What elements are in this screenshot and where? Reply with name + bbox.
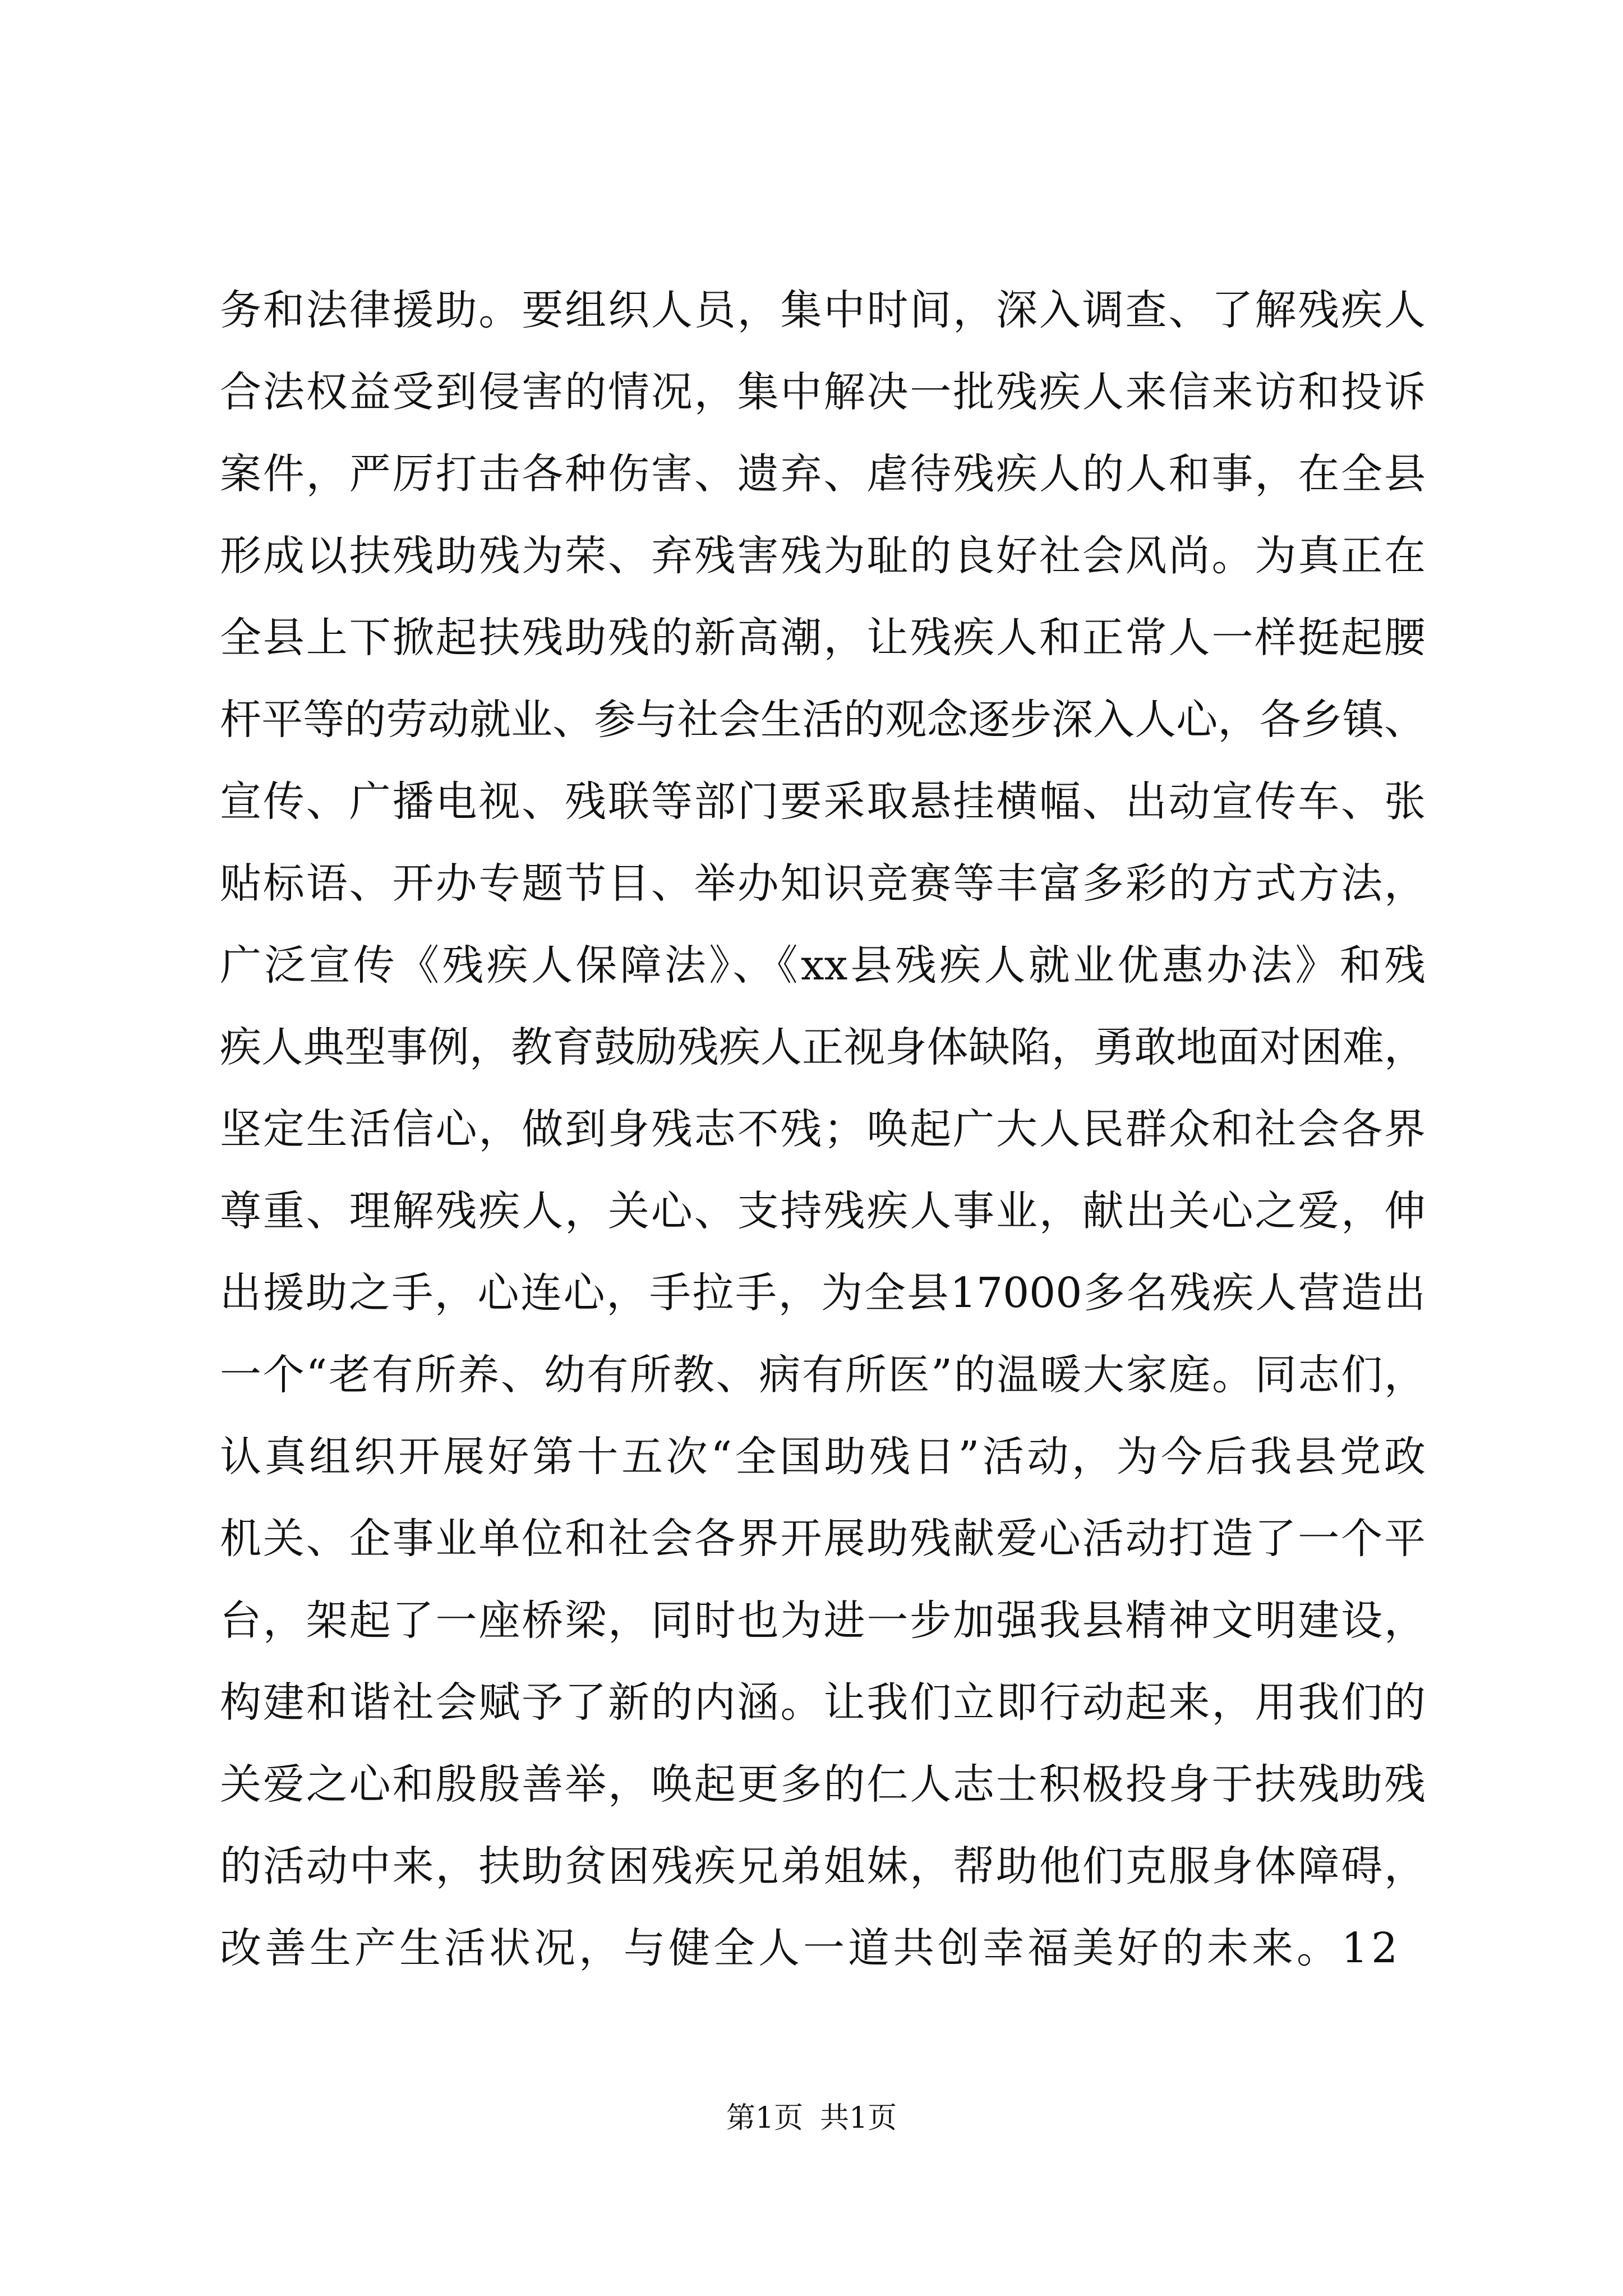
text-line: 疾人典型事例，教育鼓励残疾人正视身体缺陷，勇敢地面对困难， [220,1023,1426,1071]
text-line: 构建和谐社会赋予了新的内涵。让我们立即行动起来，用我们的 [220,1678,1426,1727]
text-line-last: 改善生产生活状况，与健全人一道共创幸福美好的未来。12 [220,1924,1401,1972]
body-paragraph [220,269,1426,1989]
text-line: 形成以扶残助残为荣、弃残害残为耻的良好社会风尚。为真正在 [220,532,1426,580]
text-line: 出援助之手，心连心，手拉手，为全县17000多名残疾人营造出 [220,1269,1426,1317]
text-line: 宣传、广播电视、残联等部门要采取悬挂横幅、出动宣传车、张 [220,777,1426,826]
text-line: 务和法律援助。要组织人员，集中时间，深入调查、了解残疾人 [220,286,1426,334]
text-line: 贴标语、开办专题节目、举办知识竞赛等丰富多彩的方式方法， [220,859,1426,908]
text-line: 案件，严厉打击各种伤害、遗弃、虐待残疾人的人和事，在全县 [220,450,1426,498]
page-number: 第1页 [726,2101,803,2135]
text-line: 广泛宣传《残疾人保障法》、《xx县残疾人就业优惠办法》和残 [220,941,1426,990]
text-line: 全县上下掀起扶残助残的新高潮，让残疾人和正常人一样挺起腰 [220,614,1426,662]
text-line: 台，架起了一座桥梁，同时也为进一步加强我县精神文明建设， [220,1596,1426,1645]
page-footer [0,2098,1623,2138]
text-line: 杆平等的劳动就业、参与社会生活的观念逐步深入人心，各乡镇、 [220,696,1426,744]
text-line: 的活动中来，扶助贫困残疾兄弟姐妹，帮助他们克服身体障碍， [220,1842,1426,1890]
text-line: 机关、企事业单位和社会各界开展助残献爱心活动打造了一个平 [220,1515,1426,1563]
text-line: 合法权益受到侵害的情况，集中解决一批残疾人来信来访和投诉 [220,368,1426,416]
text-line: 认真组织开展好第十五次“全国助残日”活动，为今后我县党政 [220,1433,1426,1481]
text-line: 关爱之心和殷殷善举，唤起更多的仁人志士积极投身于扶残助残 [220,1760,1426,1809]
text-line: 尊重、理解残疾人，关心、支持残疾人事业，献出关心之爱，伸 [220,1187,1426,1235]
page-total: 共1页 [820,2101,897,2135]
text-line: 坚定生活信心，做到身残志不残；唤起广大人民群众和社会各界 [220,1105,1426,1153]
text-line: 一个“老有所养、幼有所教、病有所医”的温暖大家庭。同志们， [220,1351,1426,1399]
